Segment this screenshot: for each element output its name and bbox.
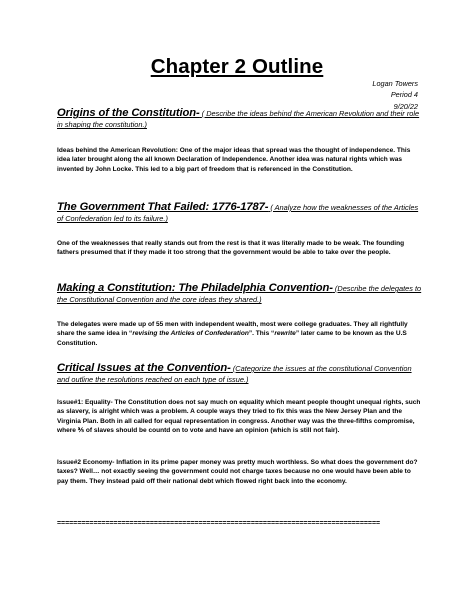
section-heading-philadelphia-convention [57,283,422,305]
section-prompt: ( Describe the ideas behind the American Revolution and their role in shaping the constitution.) [57,109,420,130]
section-prompt: (Categorize the issues at the constitutional Convention and outline the resolutions reached on each type of issue.) [57,364,412,385]
section-title: Critical Issues at the Convention- [57,362,231,374]
section-paragraph: Issue#2 Economy- Inflation in its prime paper money was pretty much worthless. So what does the government do? taxes? Well… not exactly seeing the government could not charge taxes because no one would have been able to pay them. They instead paid off their national debt which flowed right back into the economy. [57,459,418,485]
page-title: Chapter 2 Outline [150,55,324,78]
section-heading-government-failed [57,202,422,224]
paragraph-italic-text: revising the Articles of Confederation [132,330,249,338]
section-heading-critical-issues [57,363,422,385]
paragraph-italic-text: rewrite [274,330,296,338]
section-heading-origins [57,108,422,130]
section-prompt: ( Analyze how the weaknesses of the Articles of Confederation led to its failure.) [57,203,419,224]
section-paragraph: Ideas behind the American Revolution: One of the major ideas that spread was the thought of independence. This idea later brought along the all known Declaration of Independence. Another idea was natural rights which was invented by John Locke. This led to a big part of freedom that is referenced in the Constitution. [57,147,411,173]
author-name: Logan Towers [372,79,418,88]
section-paragraph: Issue#1: Equality- The Constitution does not say much on equality which meant people thought unequal rights, such as slavery, is alright which was a problem. A couple ways they tried to fix this was the New Jersey Plan and the Virginia Plan. Both in all called for equal representation in congress. Another way was the three-fifths compromise, where ⅗ of slaves should be countd on to vote and have an opinion (which is still not fair). [57,399,421,435]
section-paragraph: One of the weaknesses that really stands out from the rest is that it was literally made to be weak. The founding fathers presumed that if they made it too strong that the government would be able to take over the people. [57,240,405,257]
section-prompt: (Describe the delegates to the Constitutional Convention and the core ideas they shared.) [57,284,422,305]
section-title: The Government That Failed: 1776-1787- [57,201,269,213]
paragraph-text: The delegates were made up of 55 men with independent wealth, most were college graduates. They all rightfully share the same idea in “ [57,321,408,338]
section-title: Origins of the Constitution- [57,107,200,119]
separator-line: ================================================================================ [57,520,381,527]
section-title: Making a Constitution: The Philadelphia Convention- [57,282,333,294]
section-paragraph [57,320,423,348]
class-period: Period 4 [390,90,418,100]
document-date: 9/20/22 [393,101,418,111]
paragraph-text: ” later came to be known as the U.S Constitution. [57,330,407,347]
paragraph-text: ”. This “ [248,330,275,338]
